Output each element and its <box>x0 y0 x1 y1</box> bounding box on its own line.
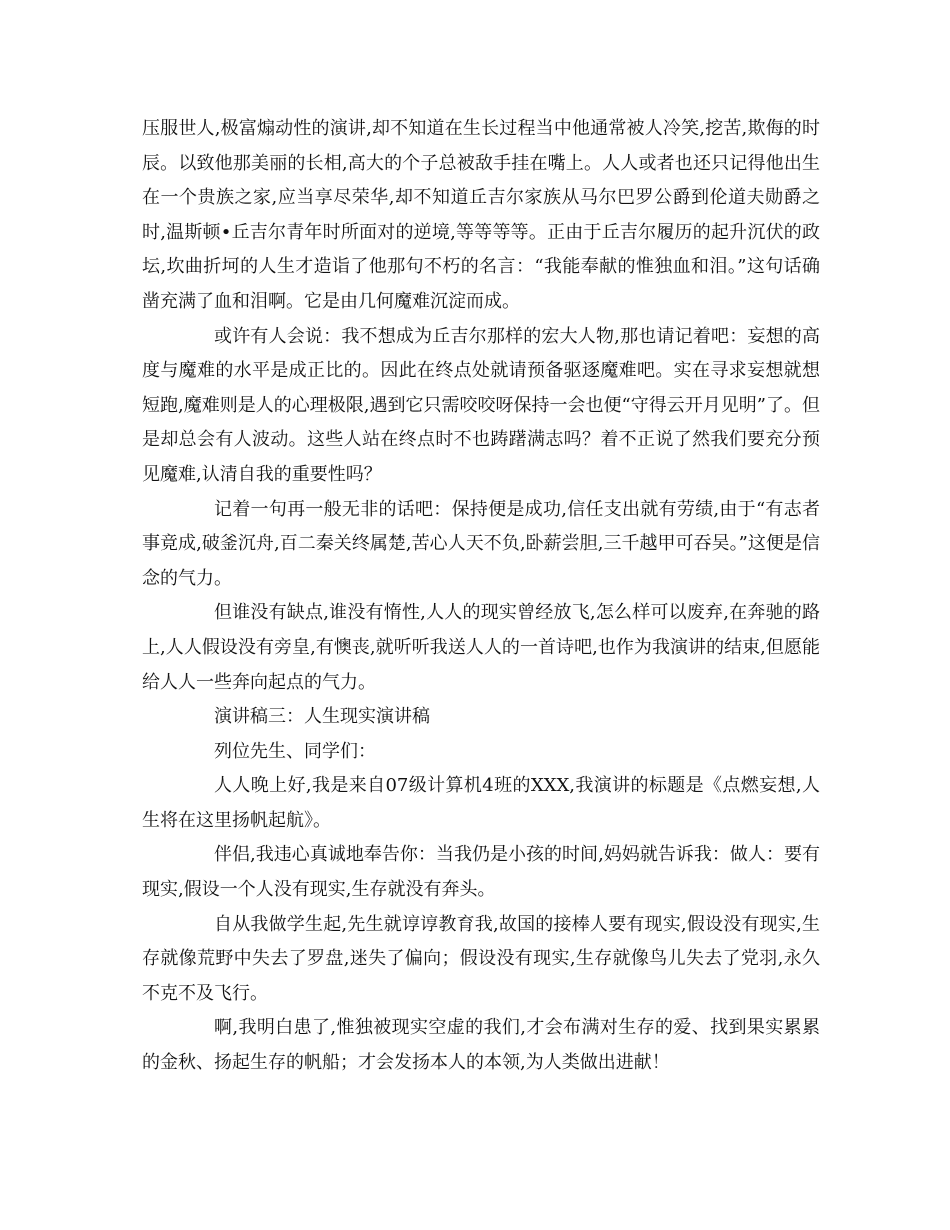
paragraph-10: 啊,我明白患了,惟独被现实空虚的我们,才会布满对生存的爱、找到果实累累的金秋、扬起生存的帆船；才会发扬本人的本领,为人类做出进献！ <box>142 1017 820 1074</box>
salutation: 列位先生、同学们： <box>214 740 376 762</box>
paragraph-7: 人人晚上好,我是来自07级计算机4班的XXX,我演讲的标题是《点燃妄想,人生将在这里扬帆起航》。 <box>142 775 820 831</box>
paragraph-9: 自从我做学生起,先生就谆谆教育我,故国的接棒人要有现实,假设没有现实,生存就像荒野中失去了罗盘,迷失了偏向；假设没有现实,生存就像鸟儿失去了党羽,永久不克不及飞行。 <box>142 913 820 1004</box>
paragraph-2: 或许有人会说：我不想成为丘吉尔那样的宏大人物,那也请记着吧：妄想的高度与魔难的水平是成正比的。因此在终点处就请预备驱逐魔难吧。实在寻求妄想就想短跑,魔难则是人的心理极限,遇到它只需咬咬呀保持一会也便“守得云开月见明”了。但是却总会有人波动。这些人站在终点时不也踌躇满志吗？着不正说了然我们要充分预见魔难,认清自我的重要性吗？ <box>142 325 820 485</box>
document-body <box>142 112 820 1081</box>
paragraph-4: 但谁没有缺点,谁没有惰性,人人的现实曾经放飞,怎么样可以废弃,在奔驰的路上,人人假设没有旁皇,有懊丧,就听听我送人人的一首诗吧,也作为我演讲的结束,但愿能给人人一些奔向起点的气力。 <box>142 602 820 693</box>
paragraph-8: 伴侣,我违心真诚地奉告你：当我仍是小孩的时间,妈妈就告诉我：做人：要有现实,假设一个人没有现实,生存就没有奔头。 <box>142 844 820 901</box>
paragraph-3: 记着一句再一般无非的话吧：保持便是成功,信任支出就有劳绩,由于“有志者事竟成,破釜沉舟,百二秦关终属楚,苦心人天不负,卧薪尝胆,三千越甲可吞吴。”这便是信念的气力。 <box>142 498 820 589</box>
section-heading: 演讲稿三：人生现实演讲稿 <box>214 706 430 728</box>
paragraph-1: 压服世人,极富煽动性的演讲,却不知道在生长过程当中他通常被人冷笑,挖苦,欺侮的时辰。以致他那美丽的长相,高大的个子总被敌手挂在嘴上。人人或者也还只记得他出生在一个贵族之家,应当享尽荣华,却不知道丘吉尔家族从马尔巴罗公爵到伦道夫勋爵之时,温斯顿•丘吉尔青年时所面对的逆境,等等等等。正由于丘吉尔履历的起升沉伏的政坛,坎曲折坷的人生才造诣了他那句不朽的名言：“我能奉献的惟独血和泪。”这句话确凿充满了血和泪啊。它是由几何魔难沉淀而成。 <box>142 118 820 312</box>
